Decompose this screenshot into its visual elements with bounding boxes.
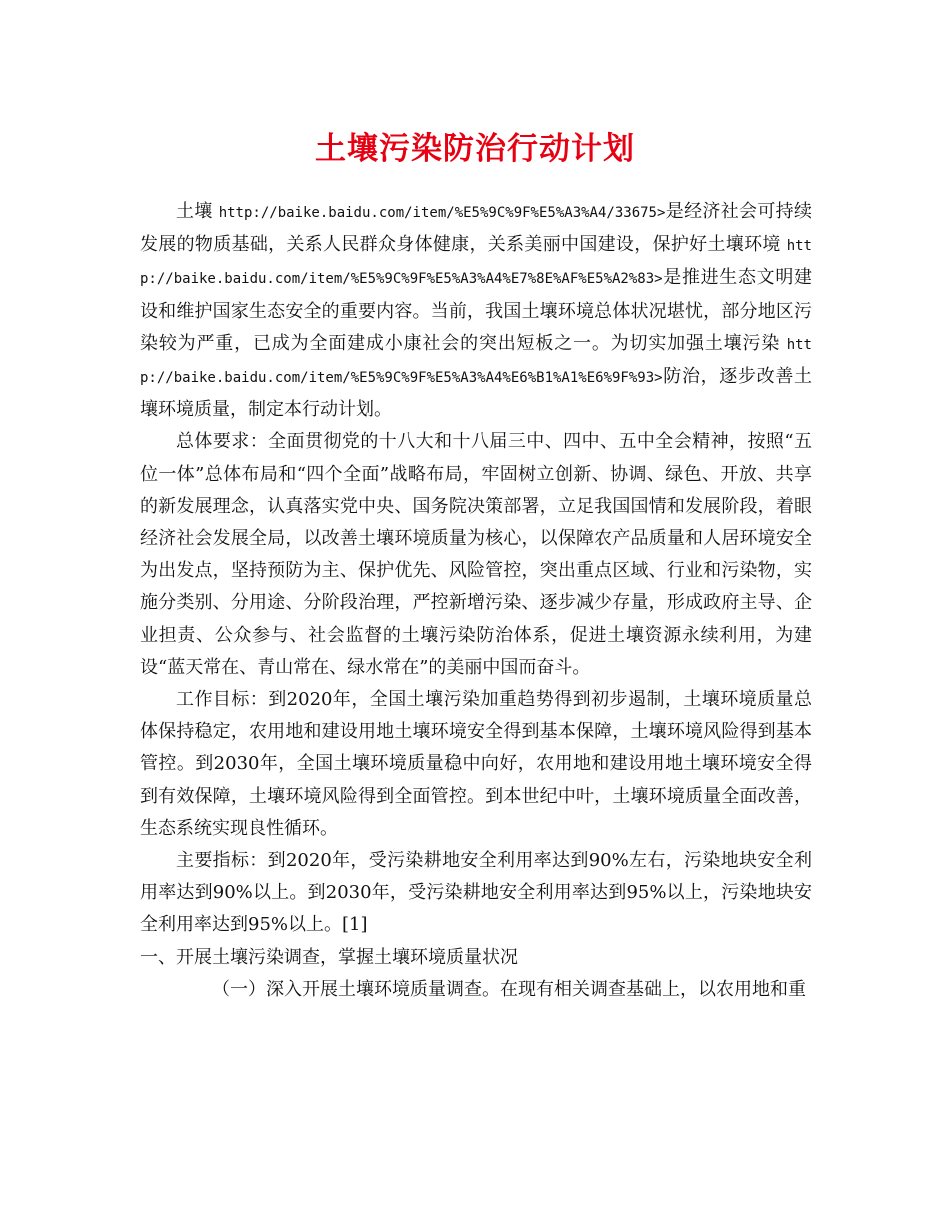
- intro-link-soil-pollution[interactable]: http://baike.baidu.com/item/%E5%9C%9F%E5%A3%A4%E6%B1%A1%E6%9F%93>: [140, 336, 812, 387]
- section-1-heading: 一、开展土壤污染调查，掌握土壤环境质量状况: [140, 946, 518, 968]
- intro-paragraph: [140, 196, 812, 426]
- section-1-item-1: （一）深入开展土壤环境质量调查。在现有相关调查基础上，以农用地和重: [212, 978, 806, 1000]
- intro-text-3: 是推进生态文明建设和维护国家生态安全的重要内容。当前，我国土壤环境总体状况堪忧，部分地区污染较为严重，已成为全面建成小康社会的突出短板之一。为切实加强土壤污染: [140, 267, 812, 354]
- intro-text-4: 防治，逐步改善土壤环境质量，制定本行动计划。: [140, 366, 812, 421]
- overall-requirements-paragraph: 总体要求：全面贯彻党的十八大和十八届三中、四中、五中全会精神，按照“五位一体”总体布局和“四个全面”战略布局，牢固树立创新、协调、绿色、开放、共享的新发展理念，认真落实党中央、国务院决策部署，立足我国国情和发展阶段，着眼经济社会发展全局，以改善土壤环境质量为核心，以保障农产品质量和人居环境安全为出发点，坚持预防为主、保护优先、风险管控，突出重点区域、行业和污染物，实施分类别、分用途、分阶段治理，严控新增污染、逐步减少存量，形成政府主导、企业担责、公众参与、社会监督的土壤污染防治体系，促进土壤资源永续利用，为建设“蓝天常在、青山常在、绿水常在”的美丽中国而奋斗。: [140, 431, 812, 678]
- intro-link-soil-environment[interactable]: http://baike.baidu.com/item/%E5%9C%9F%E5%A3%A4%E7%8E%AF%E5%A2%83>: [140, 238, 812, 288]
- document-body: [140, 196, 812, 1006]
- intro-text-1: 土壤: [176, 201, 219, 222]
- main-indicators-paragraph: 主要指标：到2020年，受污染耕地安全利用率达到90%左右，污染地块安全利用率达到90%以上。到2030年，受污染耕地安全利用率达到95%以上，污染地块安全利用率达到95%以上。[1]: [140, 850, 812, 936]
- intro-text-2: 是经济社会可持续发展的物质基础，关系人民群众身体健康，关系美丽中国建设，保护好土壤环境: [140, 201, 812, 256]
- work-targets-paragraph: 工作目标：到2020年，全国土壤污染加重趋势得到初步遏制，土壤环境质量总体保持稳定，农用地和建设用地土壤环境安全得到基本保障，土壤环境风险得到基本管控。到2030年，全国土壤环境质量稳中向好，农用地和建设用地土壤环境安全得到有效保障，土壤环境风险得到全面管控。到本世纪中叶，土壤环境质量全面改善，生态系统实现良性循环。: [140, 689, 812, 839]
- document-title: 土壤污染防治行动计划: [315, 131, 635, 167]
- intro-link-soil[interactable]: http://baike.baidu.com/item/%E5%9C%9F%E5%A3%A4/33675>: [218, 205, 666, 221]
